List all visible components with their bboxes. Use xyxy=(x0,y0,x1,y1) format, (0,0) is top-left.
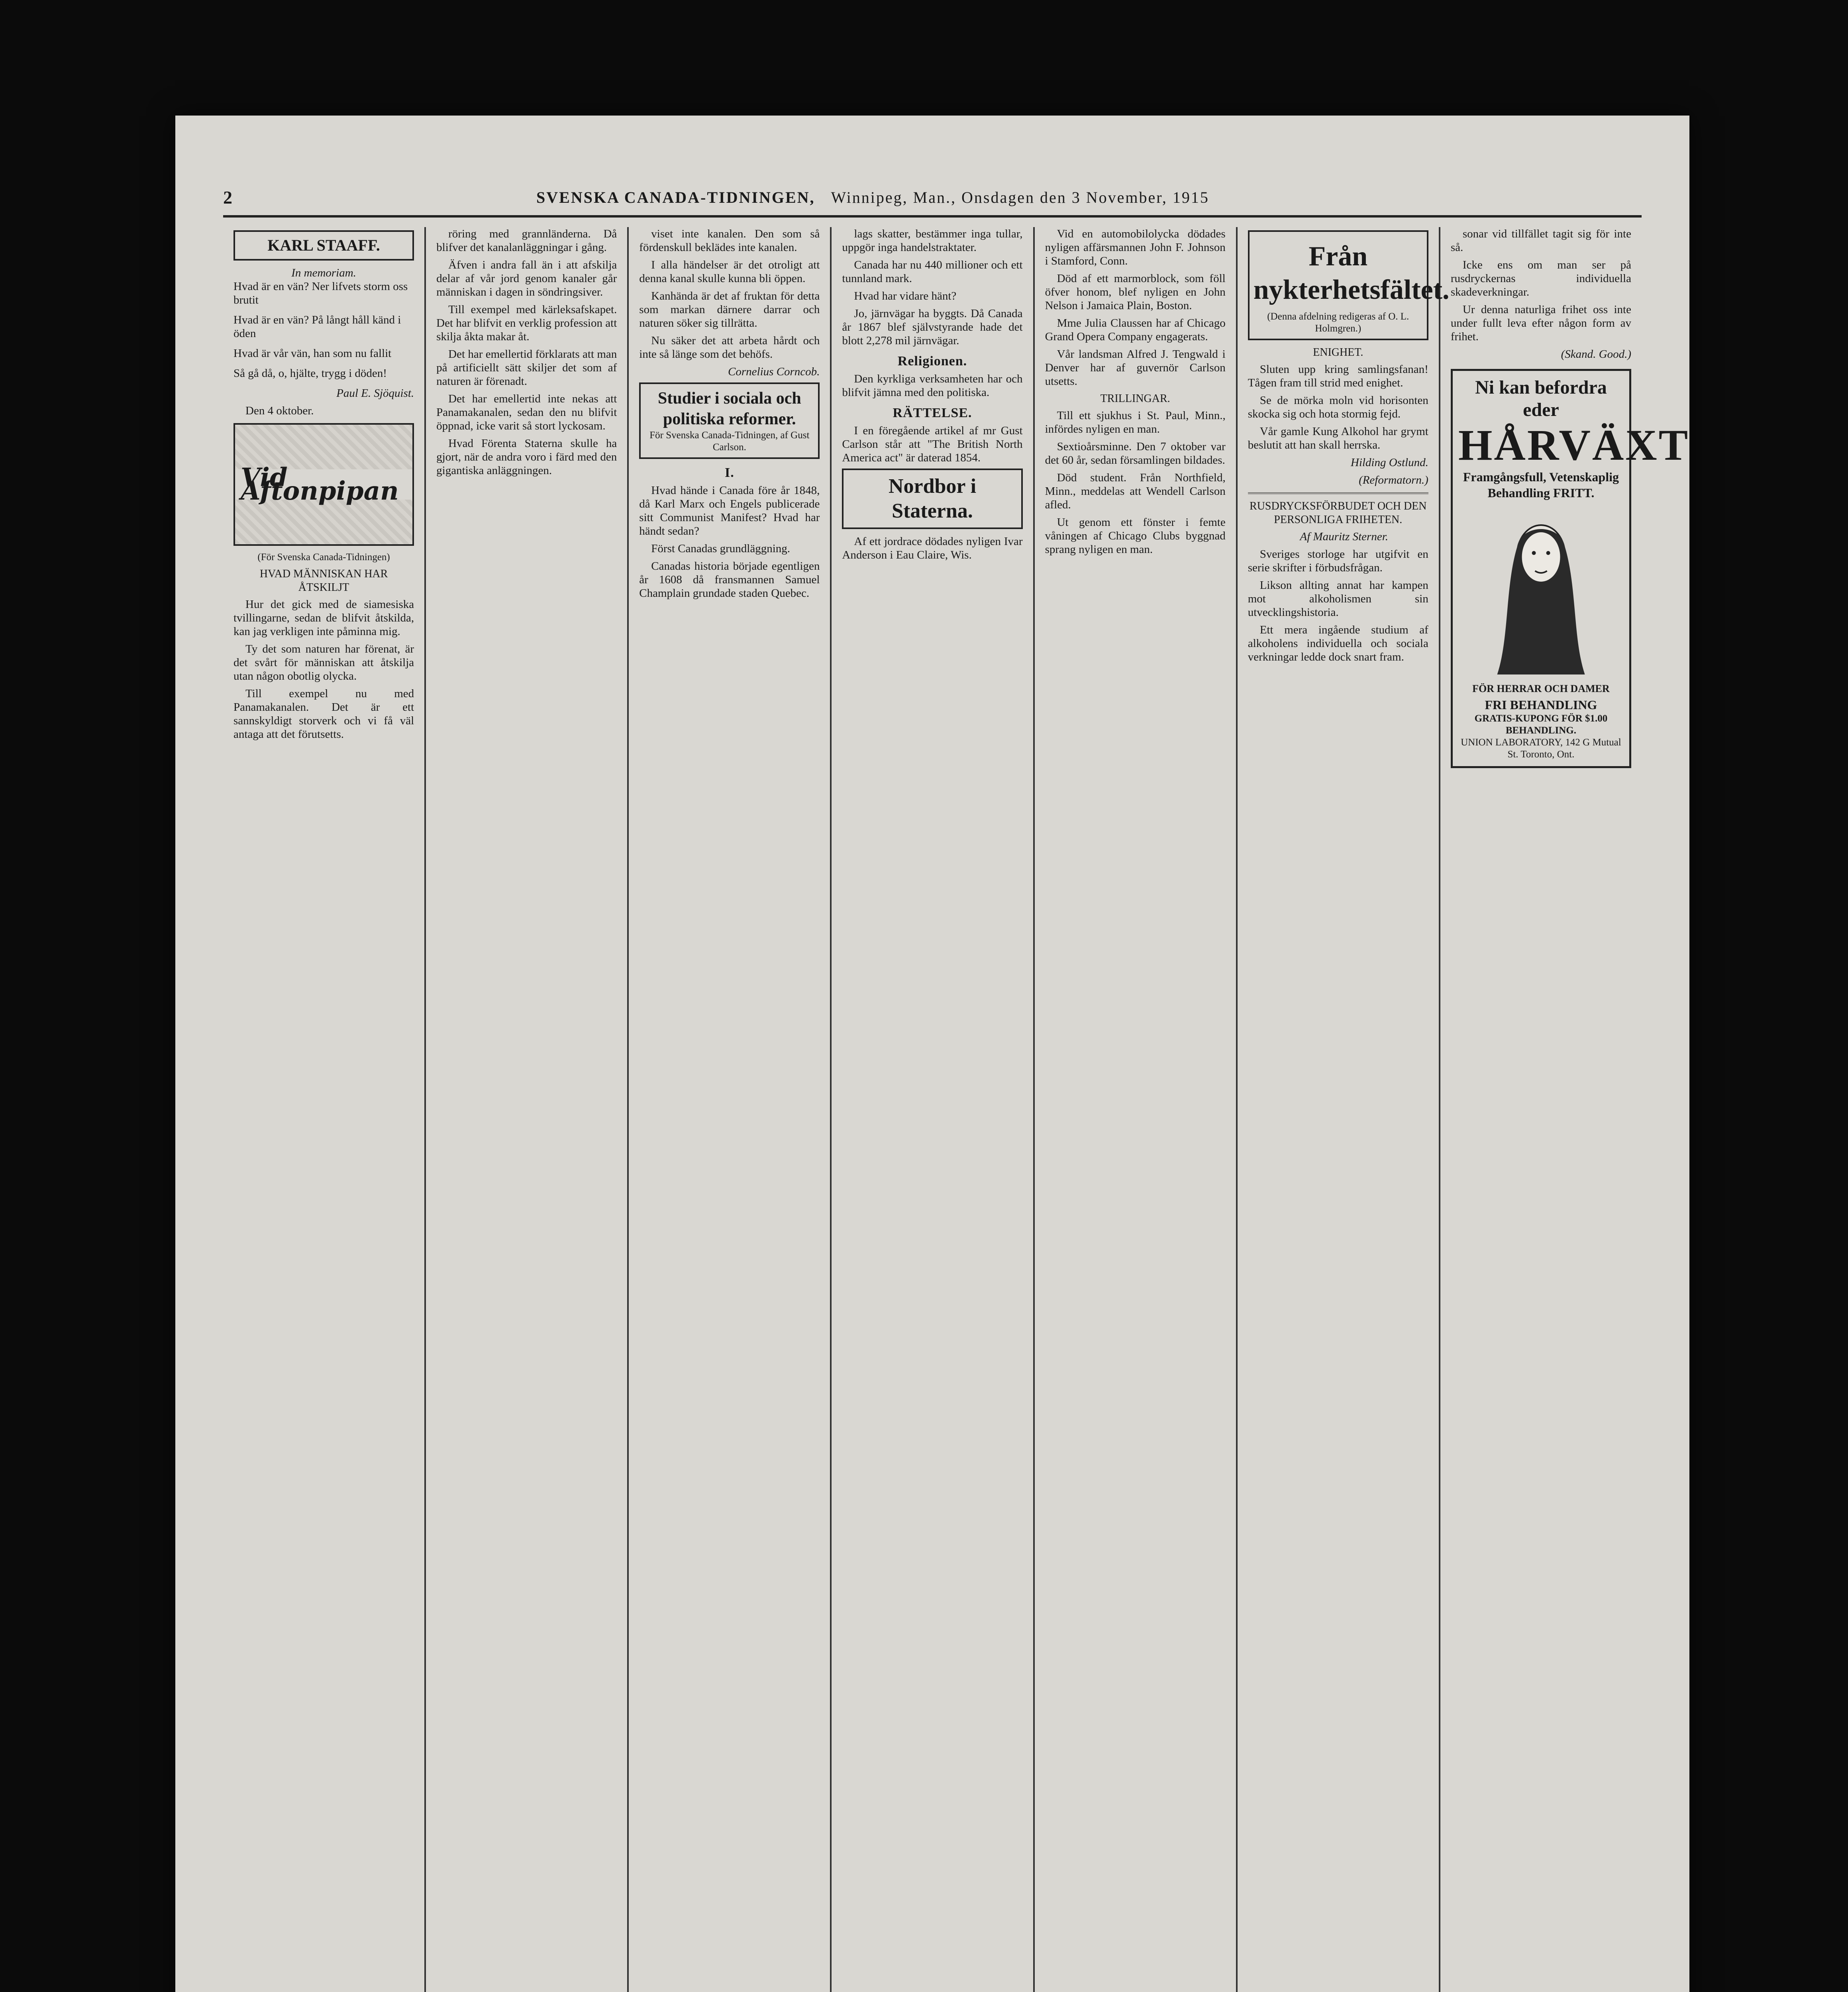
poem-note: (Reformatorn.) xyxy=(1359,474,1428,486)
section-heading: ENIGHET. xyxy=(1313,346,1363,359)
paragraph: sonar vid tillfället tagit sig för inte så. xyxy=(1450,227,1631,254)
paragraph: I en föregående artikel af mr Gust Carlson står att "The British North America act" är daterad 1854. xyxy=(842,424,1023,464)
column-logo-illustration xyxy=(233,423,414,546)
nordbor-title: Nordbor i Staterna. xyxy=(888,475,977,522)
poem-stanza: Hvad är en vän? Ner lifvets storm oss brutit xyxy=(233,280,408,306)
paragraph: lags skatter, bestämmer inga tullar, uppgör inga handelstraktater. xyxy=(842,227,1023,254)
series-credit: För Svenska Canada-Tidningen, af Gust Carlson. xyxy=(649,430,810,453)
ad-caption: FÖR HERRAR OCH DAMER xyxy=(1472,683,1610,694)
divider xyxy=(1248,492,1428,494)
ad-title: HÅRVÄXT xyxy=(1458,421,1690,469)
paragraph: Canadas historia började egentligen år 1608 då fransmannen Samuel Champlain grundade staden Quebec. xyxy=(639,560,820,600)
paragraph: Af ett jordrace dödades nyligen Ivar Anderson i Eau Claire, Wis. xyxy=(842,535,1023,561)
paragraph: Vår gamle Kung Alkohol har grymt beslutit att han skall herrska. xyxy=(1248,425,1428,451)
column-7 xyxy=(1440,227,1690,1992)
paragraph: Ty det som naturen har förenat, är det svårt för människan att åtskilja utan någon obotlig olycka. xyxy=(233,643,414,682)
paragraph: Hvad har vidare hänt? xyxy=(854,290,957,302)
paragraph: Till exempel med kärleksafskapet. Det har blifvit en verklig profession att skilja åkta makar åt. xyxy=(436,303,617,343)
paragraph: Sveriges storloge har utgifvit en serie skrifter i förbudsfrågan. xyxy=(1248,548,1428,574)
dateline: Winnipeg, Man., Onsdagen den 3 November, 1915 xyxy=(831,188,1209,206)
paragraph: Icke ens om man ser på rusdryckernas individuella skadeverkningar. xyxy=(1450,259,1631,298)
paragraph: Likson allting annat har kampen mot alkoholismen sin utvecklingshistoria. xyxy=(1248,579,1428,619)
signature: Cornelius Corncob. xyxy=(728,365,820,378)
series-title: Studier i sociala och politiska reformer. xyxy=(657,389,801,428)
ad-laboratory: UNION LABORATORY, 142 G Mutual St. Toronto, Ont. xyxy=(1461,737,1621,760)
temperance-title-box xyxy=(1248,230,1450,340)
section-heading: Religionen. xyxy=(897,354,967,369)
temperance-title: Från nykterhetsfältet. xyxy=(1253,241,1450,305)
hair-growth-advertisement xyxy=(1451,369,1690,768)
paragraph: Död af ett marmorblock, som föll öfver honom, blef nyligen en John Nelson i Jamaica Plain, Boston. xyxy=(1045,272,1226,312)
article-title: HVAD MÄNNISKAN HAR ÅTSKILJT xyxy=(259,568,388,594)
poem-signature: Hilding Ostlund. xyxy=(1350,456,1428,469)
obituary-title-box xyxy=(233,230,414,261)
paragraph: Kanhända är det af fruktan för detta som markan därnere darrar och naturen söker sig tillrätta. xyxy=(639,290,820,329)
paragraph: Nu säker det att arbeta hårdt och inte så länge som det behöfs. xyxy=(639,334,820,361)
ad-coupon: GRATIS-KUPONG FÖR $1.00 BEHANDLING. xyxy=(1474,713,1608,736)
column-3 xyxy=(629,227,832,1992)
column-5 xyxy=(1035,227,1238,1992)
paragraph: Ur denna naturliga frihet oss inte under fullt leva efter någon form av frihet. xyxy=(1450,303,1631,343)
portrait-graphic xyxy=(1458,507,1624,674)
logo-credit: (För Svenska Canada-Tidningen) xyxy=(257,552,390,563)
paragraph: Canada har nu 440 millioner och ett tunnland mark. xyxy=(842,259,1023,285)
paragraph: I alla händelser är det otroligt att denna kanal skulle kunna bli öppen. xyxy=(639,259,820,285)
paragraph: Hvad Förenta Staterna skulle ha gjort, när de andra voro i färd med den gigantiska anläggningen. xyxy=(436,437,617,477)
paragraph: Vår landsman Alfred J. Tengwald i Denver har af guvernör Carlson utsetts. xyxy=(1045,348,1226,388)
signature: (Skand. Good.) xyxy=(1561,348,1631,361)
paragraph: Mme Julia Claussen har af Chicago Grand Opera Company engagerats. xyxy=(1045,317,1226,343)
section-heading: TRILLINGAR. xyxy=(1100,392,1170,405)
column-6 xyxy=(1238,227,1450,1992)
page-number: 2 xyxy=(223,187,233,208)
newspaper-title: SVENSKA CANADA-TIDNINGEN, xyxy=(536,188,815,206)
paragraph: Till exempel nu med Panamakanalen. Det är ett sannskyldigt storverk och vi få väl antaga att det förutsetts. xyxy=(233,687,414,741)
article-author: Af Mauritz Sterner. xyxy=(1300,530,1389,543)
poem-stanza: Hvad är vår vän, han som nu fallit xyxy=(233,347,392,360)
ad-subtitle: Framgångsfull, Vetenskaplig Behandling FRITT. xyxy=(1463,470,1619,500)
paragraph: Det har emellertid inte nekas att Panamakanalen, sedan den nu blifvit öppnad, icke varit så stort lyckosam. xyxy=(436,392,617,432)
paragraph: Vid en automobilolycka dödades nyligen affärsmannen John F. Johnson i Stamford, Conn. xyxy=(1045,227,1226,267)
ad-heading: Ni kan befordra eder xyxy=(1475,377,1607,420)
masthead xyxy=(223,179,1642,218)
column-4 xyxy=(832,227,1034,1992)
poem-date: Den 4 oktober. xyxy=(245,404,314,417)
poem-stanza: Så gå då, o, hjälte, trygg i döden! xyxy=(233,367,387,380)
poem xyxy=(233,280,414,380)
paragraph: viset inte kanalen. Den som så fördenskull beklädes inte kanalen. xyxy=(639,227,820,254)
section-numeral: I. xyxy=(724,465,734,480)
paragraph: Ut genom ett fönster i femte våningen af Chicago Clubs byggnad sprang nyligen en man. xyxy=(1045,516,1226,556)
paragraph: Hvad hände i Canada före år 1848, då Karl Marx och Engels publicerade sitt Communist Manifest? Hvad har händt sedan? xyxy=(639,484,820,537)
paragraph: Först Canadas grundläggning. xyxy=(651,542,791,555)
logo-text: Vid Aftonpipan xyxy=(235,469,412,500)
poem-signature: Paul E. Sjöquist. xyxy=(336,387,414,400)
paragraph: Död student. Från Northfield, Minn., meddelas att Wendell Carlson afled. xyxy=(1045,471,1226,511)
paragraph: Sextioårsminne. Den 7 oktober var det 60 år, sedan församlingen bildades. xyxy=(1045,440,1226,467)
series-title-box xyxy=(639,382,820,459)
article-title: RUSDRYCKSFÖRBUDET OCH DEN PERSONLIGA FRIHETEN. xyxy=(1250,500,1427,526)
columns xyxy=(223,227,1690,1992)
obituary-subtitle: In memoriam. xyxy=(291,267,356,279)
paragraph: Den kyrkliga verksamheten har och blifvit jämna med den politiska. xyxy=(842,373,1023,399)
woman-portrait-illustration xyxy=(1458,507,1624,674)
section-heading: RÄTTELSE. xyxy=(893,406,972,420)
newspaper-page xyxy=(175,116,1689,1992)
paragraph: Det har emellertid förklarats att man på artificiellt sätt skiljer det som af naturen är förenadt. xyxy=(436,348,617,388)
column-2 xyxy=(426,227,629,1992)
paragraph: Sluten upp kring samlingsfanan! Tågen fram till strid med enighet. xyxy=(1248,363,1428,389)
poem-stanza: Hvad är en vän? På långt håll känd i öden xyxy=(233,314,401,340)
paragraph: Ett mera ingående studium af alkoholens individuella och sociala verkningar ledde dock snart fram. xyxy=(1248,623,1428,663)
paragraph: Jo, järnvägar ha byggts. Då Canada år 1867 blef självstyrande hade det blott 2,278 mil järnvägar. xyxy=(842,307,1023,347)
paragraph: Äfven i andra fall än i att afskilja delar af vår jord genom kanaler går människan i dagen in söndringsiver. xyxy=(436,259,617,298)
column-1 xyxy=(223,227,426,1992)
temperance-credit: (Denna afdelning redigeras af O. L. Holmgren.) xyxy=(1267,311,1409,334)
obituary-title: KARL STAAFF. xyxy=(267,236,380,254)
paragraph: Till ett sjukhus i St. Paul, Minn., infördes nyligen en man. xyxy=(1045,409,1226,435)
paragraph: Hur det gick med de siamesiska tvillingarne, sedan de blifvit åtskilda, kan jag verkligen inte påminna mig. xyxy=(233,598,414,638)
nordbor-title-box xyxy=(842,469,1022,529)
paragraph: Se de mörka moln vid horisonten skocka sig och hota stormig fejd. xyxy=(1248,394,1428,420)
paragraph: röring med grannländerna. Då blifver det kanalanläggningar i gång. xyxy=(436,227,617,254)
ad-free-treatment: FRI BEHANDLING xyxy=(1485,698,1597,712)
